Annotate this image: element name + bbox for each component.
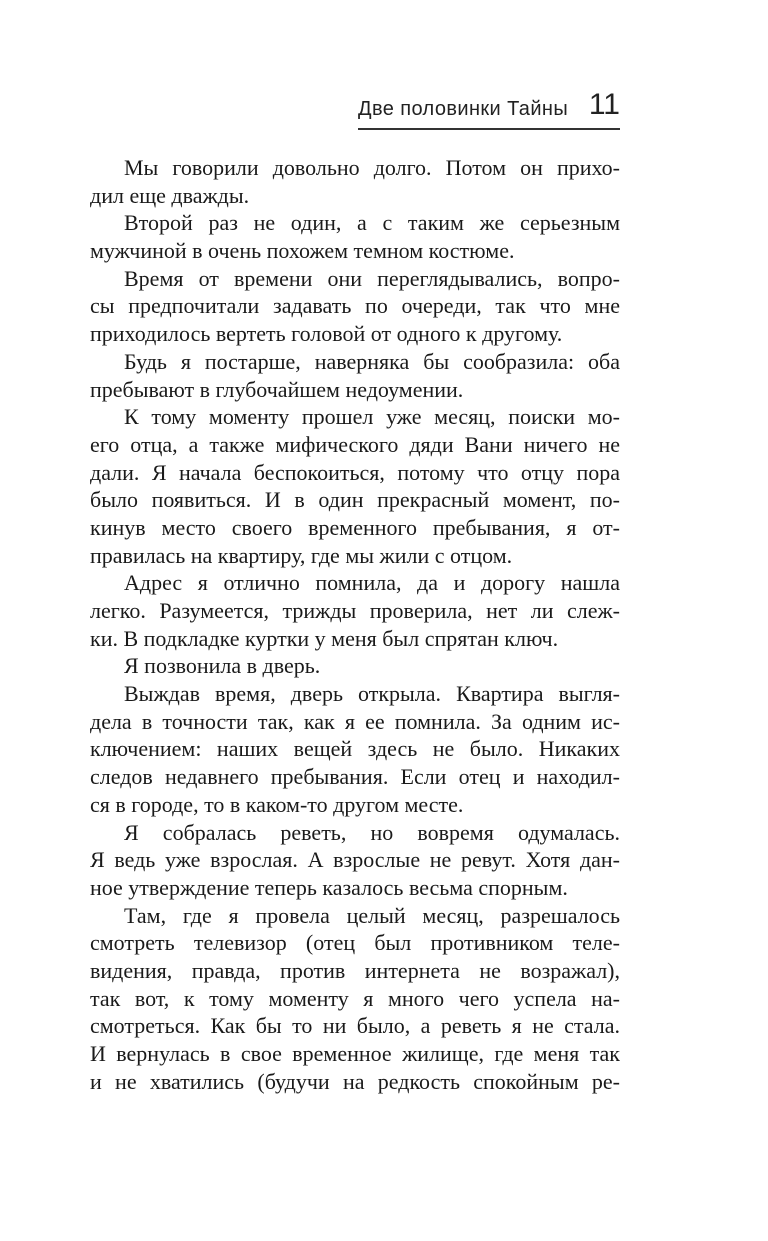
text-line: кинув место своего временного пребывания, я от- (90, 514, 620, 540)
text-line: его отца, а также мифического дяди Вани ничего не (90, 431, 620, 457)
text-line: было появиться. И в один прекрасный момент, по- (90, 487, 620, 513)
text-line: Второй раз не один, а с таким же серьезным (124, 210, 620, 236)
text-line: смотреть телевизор (отец был противником теле- (90, 930, 620, 956)
text-line: приходилось вертеть головой от одного к другому. (90, 321, 563, 347)
text-line: дил еще дважды. (90, 182, 250, 208)
text-line: дали. Я начала беспокоиться, потому что отцу пора (90, 459, 620, 485)
text-line: пребывают в глубочайшем недоумении. (90, 376, 464, 402)
text-line: ное утверждение теперь казалось весьма спорным. (90, 874, 568, 900)
text-line: Я позвонила в дверь. (124, 653, 321, 679)
text-line: Я ведь уже взрослая. А взрослые не ревут. Хотя дан- (90, 847, 620, 873)
text-line: видения, правда, против интернета не возражал), (90, 957, 620, 983)
text-line: и не хватились (будучи на редкость спокойным ре- (90, 1068, 620, 1094)
text-line: Время от времени они переглядывались, вопро- (124, 265, 620, 291)
text-line: сы предпочитали задавать по очереди, так что мне (90, 293, 620, 319)
text-line: ключением: наших вещей здесь не было. Никаких (90, 736, 620, 762)
text-line: Мы говорили довольно долго. Потом он прихо- (124, 155, 620, 180)
text-line: Я собралась реветь, но вовремя одумалась. (124, 819, 620, 845)
text-line: Выждав время, дверь открыла. Квартира выгля- (124, 681, 620, 707)
text-line: следов недавнего пребывания. Если отец и находил- (90, 764, 620, 790)
text-line: ся в городе, то в каком-то другом месте. (90, 791, 464, 817)
text-line: так вот, к тому моменту я много чего успела на- (90, 985, 620, 1011)
body-text (90, 154, 620, 1095)
text-line: ки. В подкладке куртки у меня был спрятан ключ. (90, 625, 559, 651)
book-title: Две половинки Тайны (358, 98, 569, 120)
text-line: Там, где я провела целый месяц, разрешалось (124, 902, 620, 928)
text-line: И вернулась в свое временное жилище, где меня так (90, 1041, 620, 1066)
text-line: Будь я постарше, наверняка бы сообразила: оба (124, 348, 620, 374)
page-number: 11 (588, 88, 620, 121)
text-line: правилась на квартиру, где мы жили с отцом. (90, 542, 513, 568)
text-line: легко. Разумеется, трижды проверила, нет ли слеж- (90, 598, 620, 623)
text-line: К тому моменту прошел уже месяц, поиски мо- (124, 404, 620, 430)
running-header (358, 88, 620, 130)
text-line: смотреться. Как бы то ни было, а реветь я не стала. (90, 1013, 620, 1039)
text-line: Адрес я отлично помнила, да и дорогу нашла (124, 570, 620, 596)
text-line: дела в точности так, как я ее помнила. За одним ис- (90, 708, 620, 734)
text-line: мужчиной в очень похожем темном костюме. (90, 238, 515, 264)
